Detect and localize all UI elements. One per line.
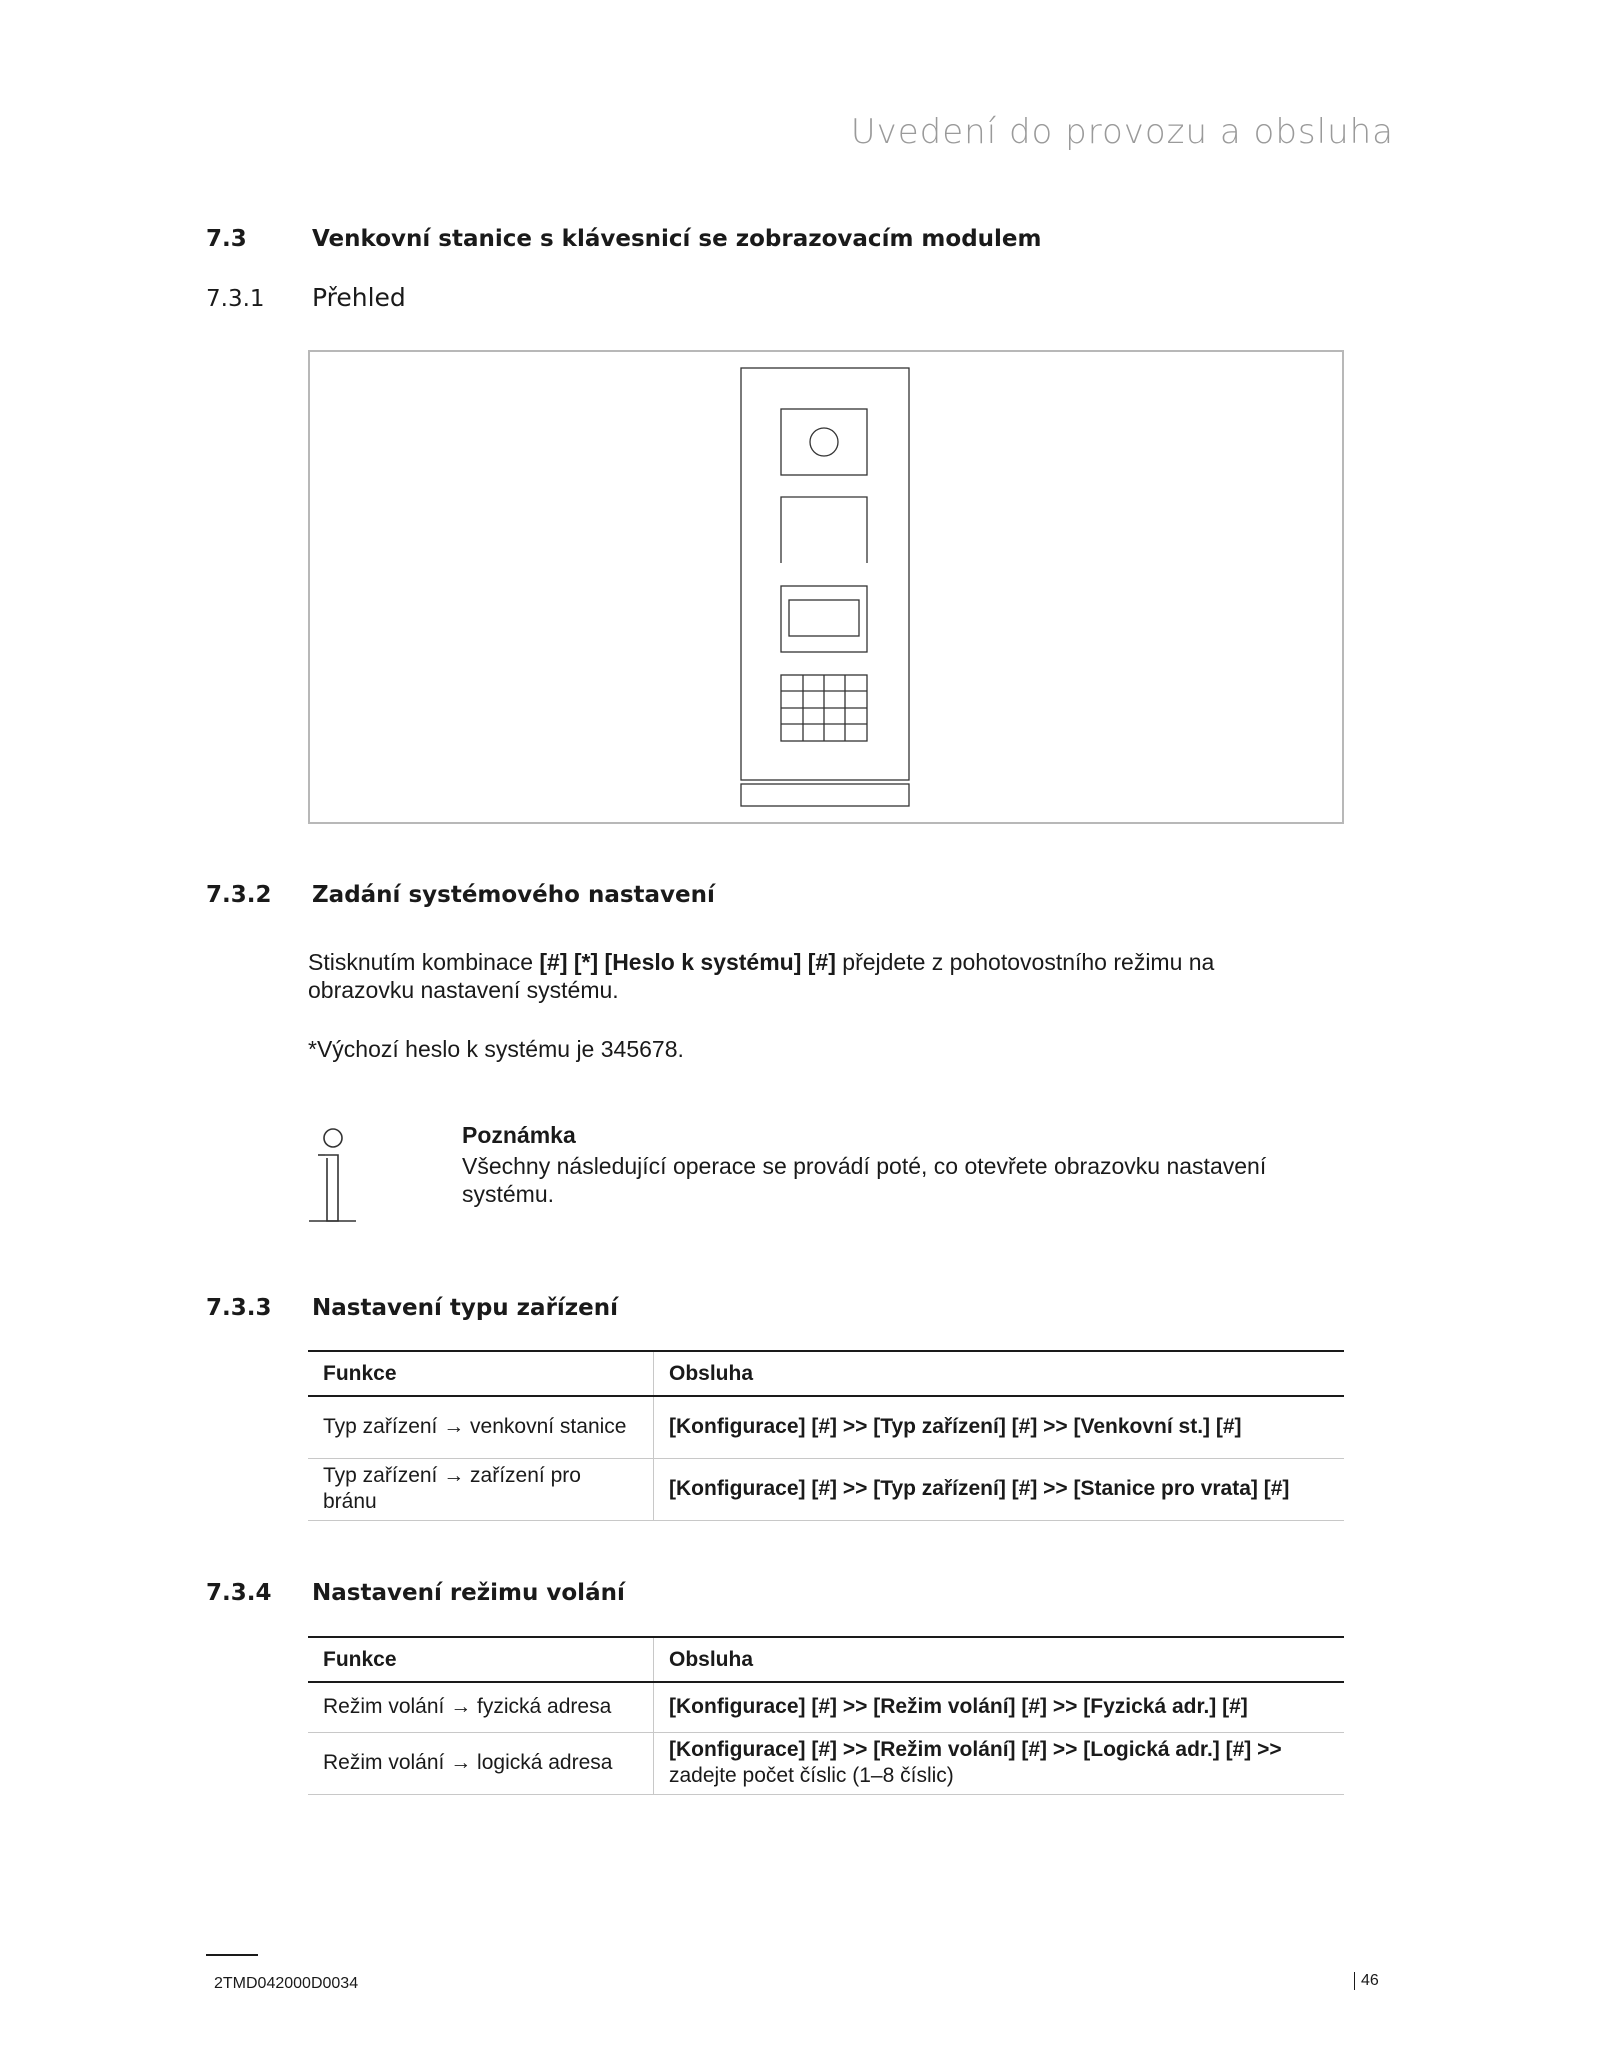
operation-text: [Konfigurace] [#] >> [Režim volání] [#] >> [Logická adr.] [#] >>: [669, 1738, 1282, 1761]
operation-cell: [Konfigurace] [#] >> [Typ zařízení] [#] >> [Stanice pro vrata] [#]: [654, 1458, 1345, 1520]
table-row: [308, 1682, 1344, 1732]
section-7-3-2-heading: [206, 882, 715, 908]
info-icon: [308, 1128, 358, 1229]
instruction-text: přejdete z pohotovostního režimu na obrazovku nastavení systému.: [308, 949, 1215, 1003]
section-title: Zadání systémového nastavení: [312, 882, 715, 908]
table-row: [308, 1396, 1344, 1458]
key-combination: [#] [*] [Heslo k systému] [#]: [539, 949, 836, 975]
column-header: Obsluha: [654, 1637, 1345, 1682]
camera-lens-icon: [810, 428, 838, 456]
outdoor-station-figure: [308, 350, 1344, 824]
note-title: Poznámka: [462, 1122, 576, 1148]
outdoor-station-drawing: [310, 352, 1342, 822]
device-type-table: [308, 1350, 1344, 1521]
operation-cell: [Konfigurace] [#] >> [Typ zařízení] [#] >> [Venkovní st.] [#]: [654, 1396, 1345, 1458]
section-number: 7.3.3: [206, 1295, 272, 1321]
default-password-note: *Výchozí heslo k systému je 345678.: [308, 1036, 684, 1062]
footer-rule: [206, 1954, 258, 1956]
operation-cell: [Konfigurace] [#] >> [Režim volání] [#] >> [Fyzická adr.] [#]: [654, 1682, 1345, 1732]
column-header: Funkce: [308, 1637, 654, 1682]
section-title: Přehled: [312, 283, 406, 312]
note-text: Všechny následující operace se provádí poté, co otevřete obrazovku nastavení systému.: [462, 1153, 1267, 1207]
function-cell: Typ zařízení → venkovní stanice: [308, 1396, 654, 1458]
section-title: Nastavení režimu volání: [312, 1580, 625, 1606]
section-7-3-heading: [206, 226, 1041, 252]
function-cell: Typ zařízení → zařízení pro bránu: [308, 1458, 654, 1520]
section-7-3-4-heading: [206, 1580, 625, 1606]
section-number: 7.3.1: [206, 286, 265, 312]
page-number: 46: [1354, 1972, 1379, 1990]
operation-cell: [654, 1732, 1345, 1794]
section-number: 7.3: [206, 226, 247, 252]
function-cell: Režim volání → fyzická adresa: [308, 1682, 654, 1732]
section-number: 7.3.2: [206, 882, 272, 908]
column-header: Funkce: [308, 1351, 654, 1396]
display-module: [781, 586, 867, 652]
section-title: Nastavení typu zařízení: [312, 1295, 619, 1321]
table-row: [308, 1458, 1344, 1520]
camera-module: [781, 409, 867, 475]
page-header-title: Uvedení do provozu a obsluha: [850, 112, 1394, 152]
section-7-3-1-heading: [206, 283, 406, 312]
document-code: 2TMD042000D0034: [214, 1975, 359, 1992]
operation-extra: zadejte počet číslic (1–8 číslic): [669, 1764, 954, 1787]
section-title: Venkovní stanice s klávesnicí se zobrazovacím modulem: [312, 226, 1042, 252]
speaker-module: [781, 497, 867, 563]
section-number: 7.3.4: [206, 1580, 272, 1606]
section-7-3-3-heading: [206, 1295, 618, 1321]
table-header-row: [308, 1637, 1344, 1682]
column-header: Obsluha: [654, 1351, 1345, 1396]
call-mode-table: [308, 1636, 1344, 1795]
table-header-row: [308, 1351, 1344, 1396]
instruction-paragraph: [308, 948, 1308, 1004]
instruction-text: Stisknutím kombinace: [308, 949, 540, 975]
function-cell: Režim volání → logická adresa: [308, 1732, 654, 1794]
table-row: [308, 1732, 1344, 1794]
